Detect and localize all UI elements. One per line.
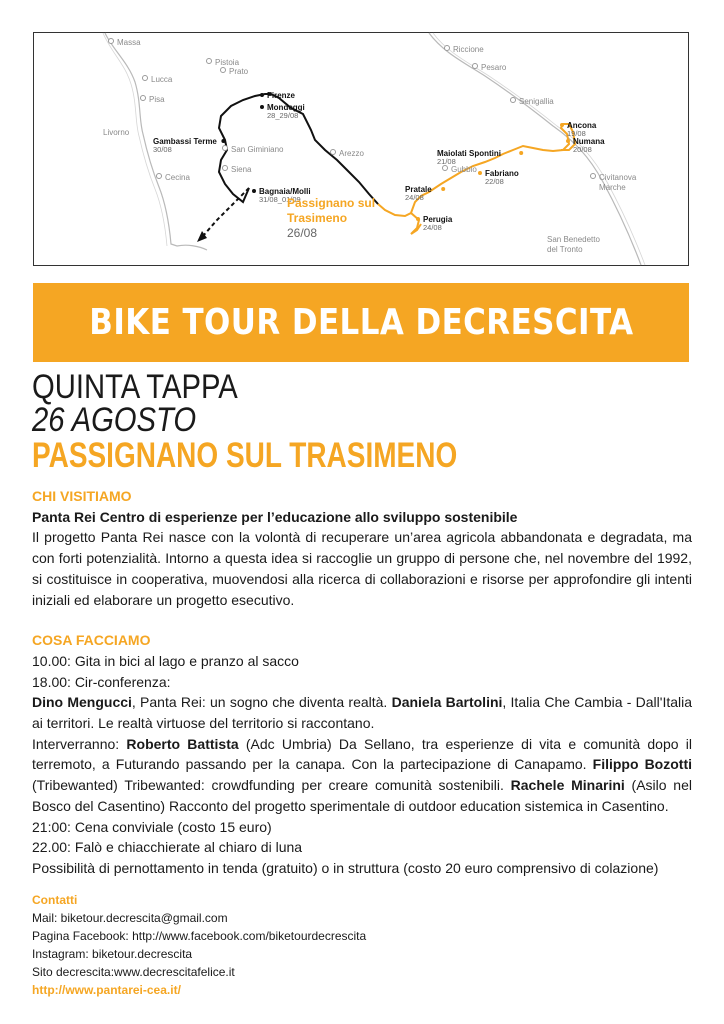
stage-label: Mondeggi	[267, 103, 305, 112]
city-label: Arezzo	[339, 149, 364, 158]
stage-date-label: 21/08	[437, 157, 456, 166]
activity-line: 22.00: Falò e chiacchierate al chiaro di luna	[32, 839, 303, 856]
speakers-intro: Interverranno:	[32, 735, 127, 752]
city-dot	[223, 146, 228, 151]
city-label: del Tronto	[547, 245, 583, 254]
visit-organization: Panta Rei Centro di esperienze per l’educazione allo sviluppo sostenibile	[32, 508, 518, 525]
city-label: San Giminiano	[231, 145, 284, 154]
stage-date-label: 31/08_01/09	[259, 195, 301, 204]
speaker-name: Filippo Bozotti	[592, 756, 692, 773]
stage-label: Numana	[573, 137, 605, 146]
stage-dot	[252, 189, 256, 193]
city-label: Pesaro	[481, 63, 507, 72]
city-label: Marche	[599, 183, 626, 192]
city-label: Massa	[117, 38, 141, 47]
stage-dot	[416, 217, 420, 221]
city-label: Pistoia	[215, 58, 240, 67]
visit-description: Il progetto Panta Rei nasce con la volontà di recuperare un’area agricola abbandonata e degradata, ma con forti potenzialità. Intorno a questa idea si raccoglie un gruppo di persone che, nel novembre del 1992, si costituisce in cooperativa, muovendosi alla ricerca di collaborazioni e risorse per approfondire gli intenti iniziali ed elaborare un progetto esecutivo.	[32, 529, 692, 608]
contact-instagram[interactable]: Instagram: biketour.decrescita	[32, 947, 193, 961]
stage-label: Maiolati Spontini	[437, 149, 501, 158]
stage-label: Pratale	[405, 185, 432, 194]
city-label: Siena	[231, 165, 252, 174]
speaker-name: Rachele Minarini	[510, 777, 625, 794]
speaker-talk: , Panta Rei: un sogno che diventa realtà.	[131, 694, 392, 711]
city-dot	[511, 98, 516, 103]
city-dot	[331, 150, 336, 155]
stage-date: 26 AGOSTO	[32, 401, 197, 439]
city-label: Gubbio	[451, 165, 477, 174]
stage-dot	[519, 151, 523, 155]
contact-facebook[interactable]: Pagina Facebook: http://www.facebook.com/biketourdecrescita	[32, 929, 367, 943]
city-label: Civitanova	[599, 173, 637, 182]
stage-date-label: 24/08	[405, 193, 424, 202]
city-dot	[221, 68, 226, 73]
stage-date-label: 20/08	[573, 145, 592, 154]
current-stage-date: 26/08	[287, 226, 318, 240]
city-label: Livorno	[103, 128, 130, 137]
city-dot	[443, 166, 448, 171]
city-label: Cecina	[165, 173, 190, 182]
speaker-name: Daniela Bartolini	[391, 694, 503, 711]
banner-title: BIKE TOUR DELLA DECRESCITA	[88, 302, 634, 343]
stage-dot	[260, 105, 264, 109]
speaker-talk: (Adc Umbria) Da Sellano, tra esperienze di vita e comunità dopo il terremoto, a Futurando passando per la canapa. Con la partecipazione di Canapamo.	[32, 735, 692, 773]
city-label: Pisa	[149, 95, 165, 104]
activity-line: 18.00: Cir-conferenza:	[32, 673, 171, 690]
activity-line: 21:00: Cena conviviale (costo 15 euro)	[32, 818, 272, 835]
activities-section-title: COSA FACCIAMO	[32, 632, 151, 649]
stage-date-label: 28_29/08	[267, 111, 299, 120]
speaker-talk: (Tribewanted) Tribewanted: crowdfunding per creare comunità sostenibili.	[32, 777, 511, 794]
conference-paragraph-2	[32, 734, 692, 817]
speaker-talk: , Italia Che Cambia - Dall'Italia ai territori. Le realtà virtuose del territorio si raccontano.	[32, 694, 693, 732]
activity-line: 10.00: Gita in bici al lago e pranzo al sacco	[32, 652, 299, 669]
contacts-title: Contatti	[32, 893, 78, 907]
city-dot	[473, 64, 478, 69]
stage-dot	[560, 123, 564, 127]
title-banner	[33, 283, 689, 362]
stage-label: Fabriano	[485, 169, 519, 178]
city-dot	[157, 174, 162, 179]
contact-site[interactable]: Sito decrescita:www.decrescitafelice.it	[32, 965, 235, 979]
contact-mail[interactable]: Mail: biketour.decrescita@gmail.com	[32, 911, 228, 925]
city-dot	[207, 59, 212, 64]
main-content	[32, 486, 692, 879]
stage-dot	[566, 139, 570, 143]
stage-label: Bagnaia/Molli	[259, 187, 311, 196]
visit-section-title: CHI VISITIAMO	[32, 488, 132, 504]
stage-dot	[441, 187, 445, 191]
stage-dot	[478, 171, 482, 175]
stage-date-label: 22/08	[485, 177, 504, 186]
city-dot	[109, 39, 114, 44]
stage-dot	[260, 93, 264, 97]
stage-place: PASSIGNANO SUL TRASIMENO	[32, 436, 458, 475]
city-label: Riccione	[453, 45, 484, 54]
city-label: Lucca	[151, 75, 173, 84]
speaker-name: Dino Mengucci	[32, 694, 132, 711]
city-dot	[591, 174, 596, 179]
stage-heading	[32, 370, 564, 473]
conference-paragraph-1	[32, 692, 692, 733]
city-dot	[445, 46, 450, 51]
stage-date-label: 24/08	[423, 223, 442, 232]
current-stage-line2: Trasimeno	[287, 211, 348, 225]
city-dot	[141, 96, 146, 101]
stage-date-label: 30/08	[153, 145, 172, 154]
stage-label: Perugia	[423, 215, 453, 224]
website-link[interactable]: http://www.pantarei-cea.it/	[32, 983, 181, 997]
city-dot	[143, 76, 148, 81]
speaker-talk: (Asilo nel Bosco del Casentino) Racconto del progetto sperimentale di outdoor education sistemica in Casentino.	[32, 777, 692, 814]
speaker-name: Roberto Battista	[126, 735, 239, 752]
current-stage-line1: Passignano sul	[287, 196, 376, 210]
stage-label: Gambassi Terme	[153, 137, 217, 146]
contacts-section	[32, 891, 366, 999]
activity-line: Possibilità di pernottamento in tenda (gratuito) o in struttura (costo 20 euro comprensivo di colazione)	[32, 859, 659, 876]
stage-label: Firenze	[267, 91, 296, 100]
city-dot	[223, 166, 228, 171]
stage-date-label: 19/08	[567, 129, 586, 138]
stage-label: Ancona	[567, 121, 597, 130]
city-label: San Benedetto	[547, 235, 600, 244]
stage-number: QUINTA TAPPA	[32, 368, 238, 406]
route-map	[33, 32, 689, 266]
city-label: Senigallia	[519, 97, 554, 106]
city-label: Prato	[229, 67, 249, 76]
stage-dot	[221, 139, 225, 143]
